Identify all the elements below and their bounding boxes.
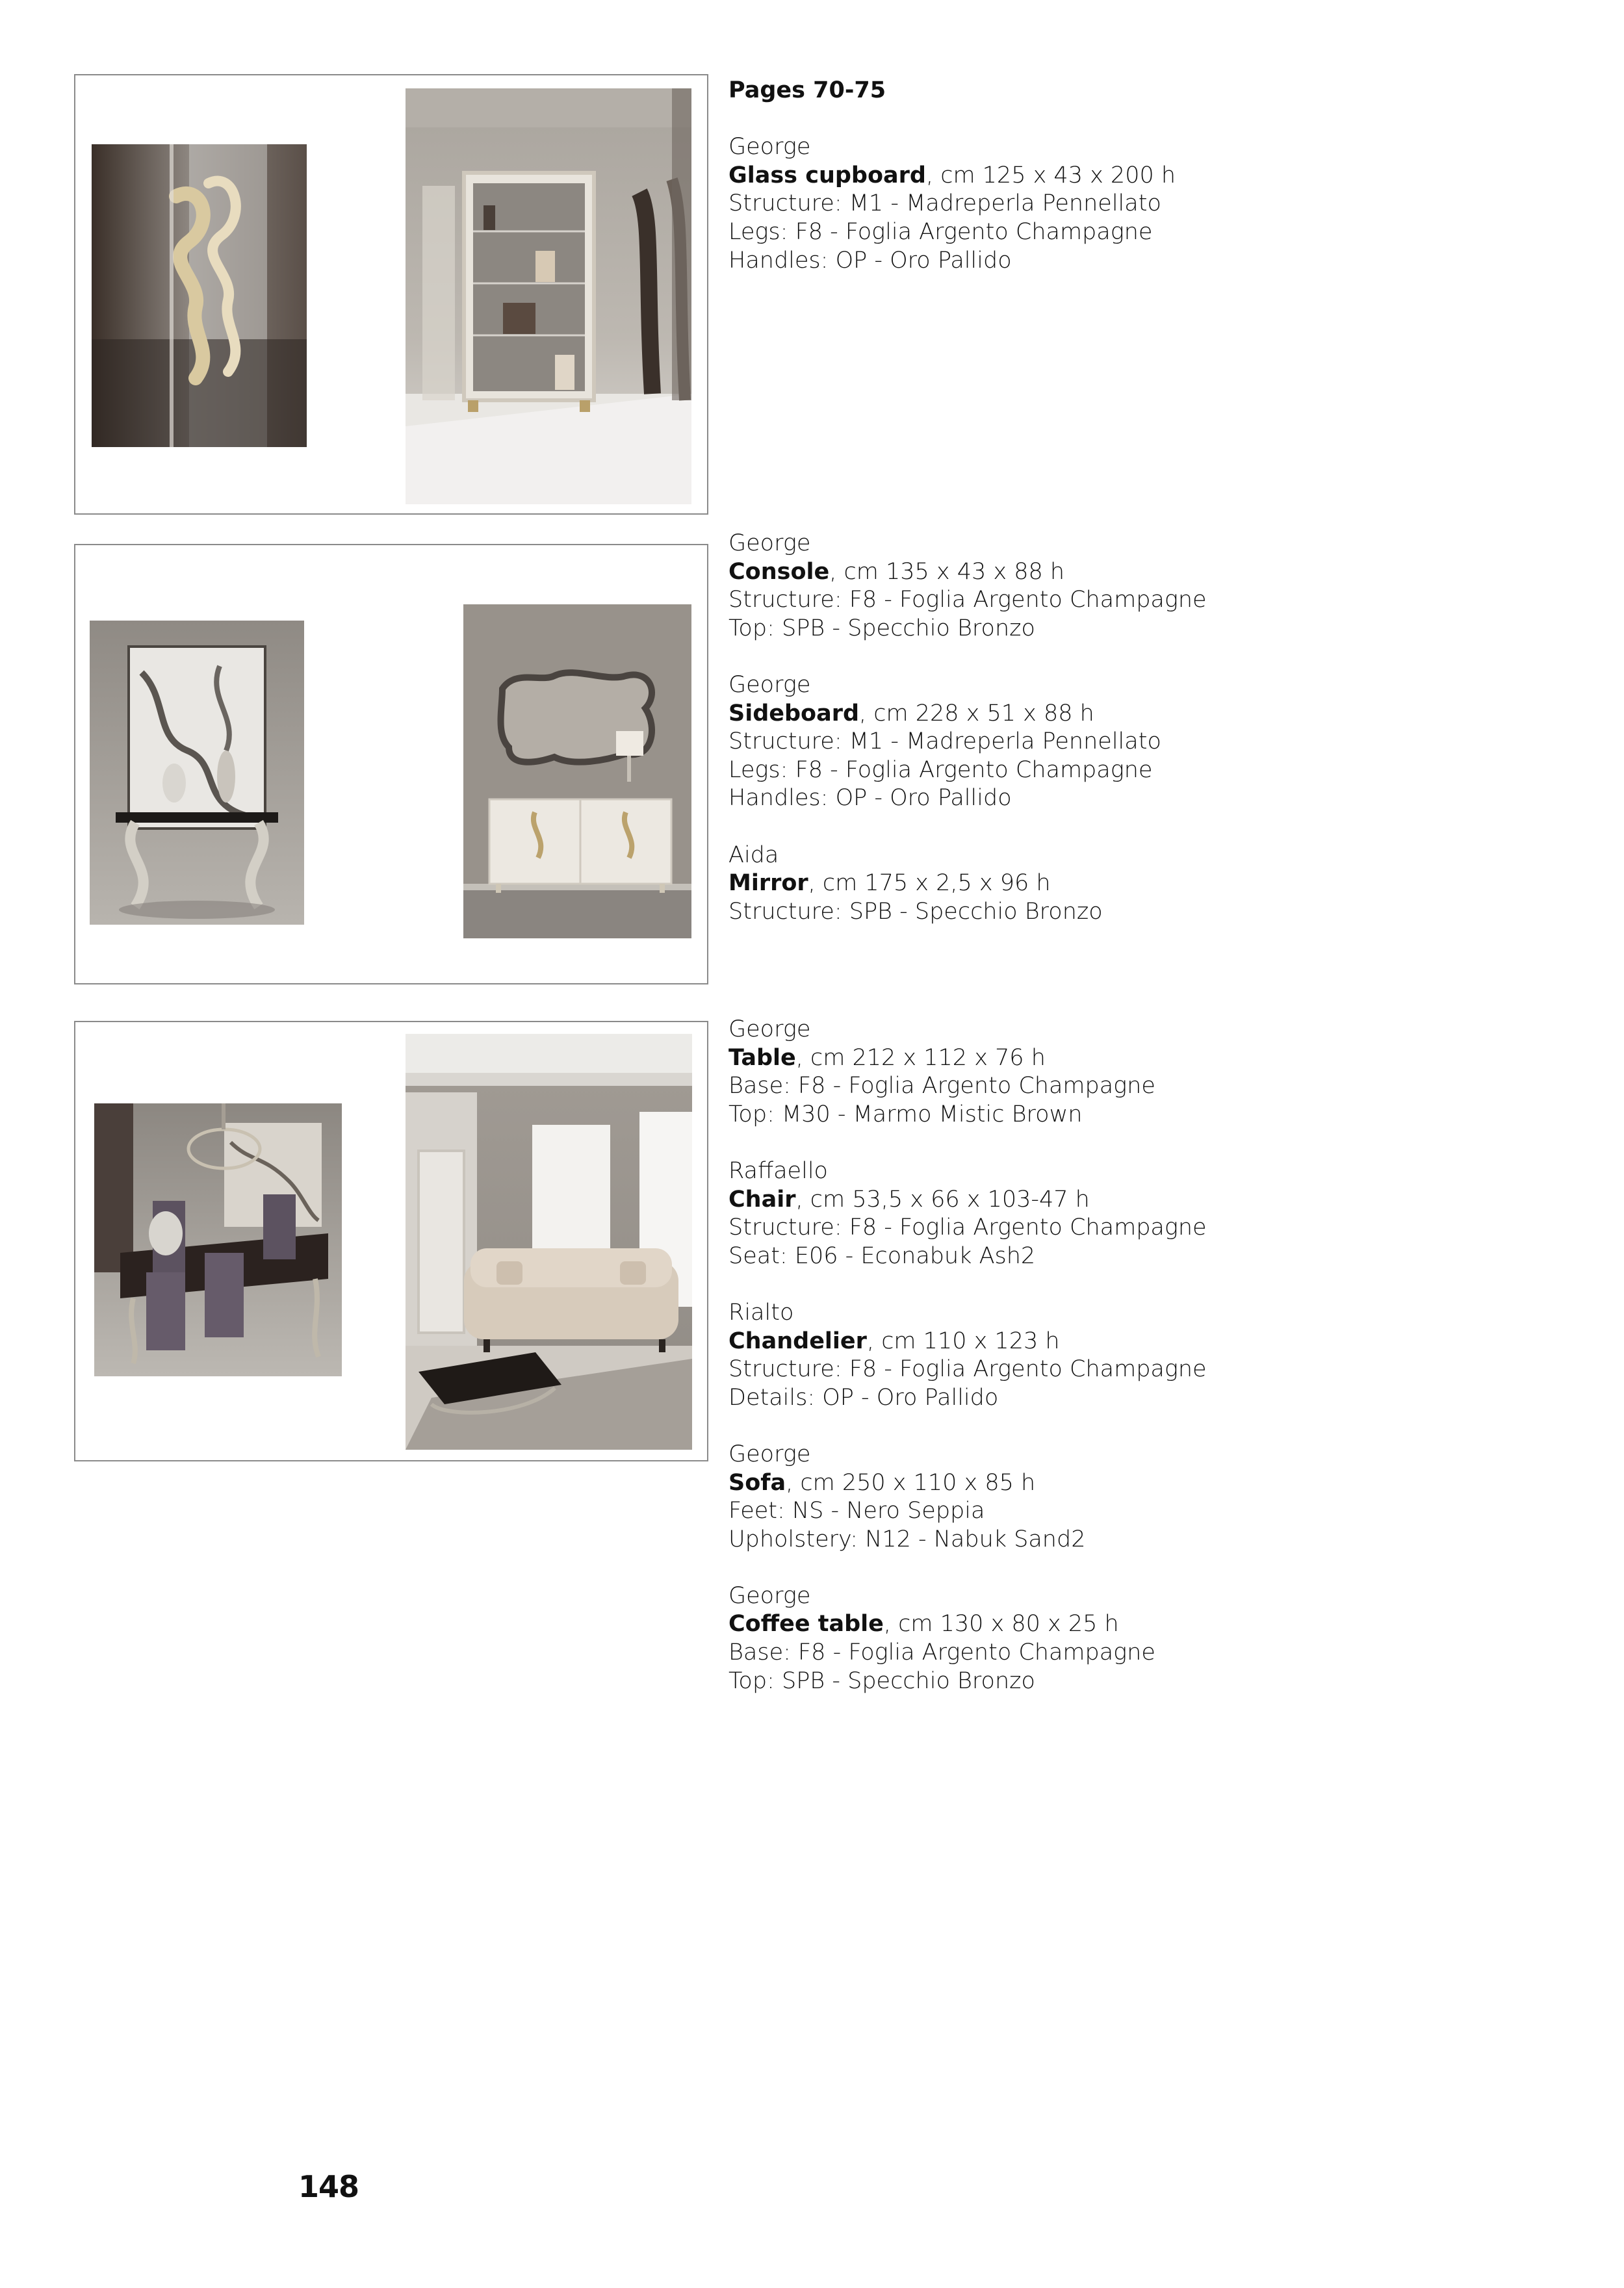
product-dimensions: , cm 212 x 112 x 76 h [795, 1044, 1046, 1071]
product-dimensions: , cm 175 x 2,5 x 96 h [808, 870, 1051, 897]
product-dimensions: , cm 130 x 80 x 25 h [883, 1611, 1119, 1638]
glass-cupboard-room-photo [406, 88, 691, 504]
product-name: Table [728, 1044, 796, 1071]
product-name: Chandelier [728, 1328, 867, 1354]
product-spec: Structure: F8 - Foglia Argento Champagne [728, 587, 1207, 613]
console-photo [90, 621, 304, 925]
product-info-dining-living [728, 1016, 1573, 1695]
collection-name: Aida [728, 842, 779, 868]
product-title [728, 558, 1573, 587]
product-spec: Handles: OP - Oro Pallido [728, 247, 1012, 274]
product-name: Sofa [728, 1469, 786, 1496]
product-dimensions: , cm 53,5 x 66 x 103-47 h [795, 1186, 1090, 1213]
page-number: 148 [298, 2169, 359, 2204]
dining-room-photo [94, 1103, 342, 1376]
product-spec: Seat: E06 - Econabuk Ash2 [728, 1242, 1036, 1269]
product-spec: Feet: NS - Nero Seppia [728, 1498, 985, 1524]
product-title [728, 1044, 1573, 1073]
product-title [728, 1328, 1573, 1356]
product-name: Chair [728, 1186, 796, 1213]
product-title [728, 1469, 1573, 1498]
collection-name: George [728, 1582, 811, 1609]
product-name: Sideboard [728, 700, 860, 726]
collection-name: George [728, 530, 811, 556]
product-spec: Structure: M1 - Madreperla Pennellato [728, 728, 1161, 755]
product-spec: Legs: F8 - Foglia Argento Champagne [728, 756, 1153, 783]
product-spec: Top: M30 - Marmo Mistic Brown [728, 1101, 1083, 1127]
collection-name: Rialto [728, 1299, 794, 1326]
collection-name: George [728, 671, 811, 698]
product-dimensions: , cm 125 x 43 x 200 h [925, 162, 1176, 188]
product-spec: Structure: M1 - Madreperla Pennellato [728, 190, 1161, 217]
product-info-console-sideboard-mirror [728, 530, 1573, 926]
product-title [728, 1186, 1573, 1215]
product-spec: Top: SPB - Specchio Bronzo [728, 615, 1035, 641]
product-spec: Structure: F8 - Foglia Argento Champagne [728, 1356, 1207, 1383]
product-dimensions: , cm 135 x 43 x 88 h [829, 558, 1065, 585]
collection-name: George [728, 134, 811, 161]
product-title [728, 1610, 1573, 1639]
product-dimensions: , cm 110 x 123 h [866, 1328, 1060, 1354]
glass-cupboard-handle-detail-photo [92, 144, 307, 447]
collection-name: George [728, 1016, 811, 1042]
product-frame-console-sideboard [74, 544, 708, 984]
collection-name: George [728, 1441, 811, 1467]
product-spec: Base: F8 - Foglia Argento Champagne [728, 1639, 1155, 1666]
product-spec: Legs: F8 - Foglia Argento Champagne [728, 218, 1153, 245]
product-spec: Structure: SPB - Specchio Bronzo [728, 898, 1103, 925]
product-spec: Handles: OP - Oro Pallido [728, 785, 1012, 812]
product-info-glass-cupboard [728, 77, 1573, 275]
collection-name: Raffaello [728, 1157, 828, 1184]
product-name: Glass cupboard [728, 162, 926, 188]
product-dimensions: , cm 228 x 51 x 88 h [859, 700, 1094, 726]
product-title [728, 700, 1573, 728]
product-spec: Details: OP - Oro Pallido [728, 1384, 999, 1411]
product-dimensions: , cm 250 x 110 x 85 h [786, 1469, 1036, 1496]
product-frame-glass-cupboard [74, 74, 708, 515]
product-name: Coffee table [728, 1611, 884, 1638]
product-name: Mirror [728, 870, 808, 897]
product-name: Console [728, 558, 830, 585]
product-spec: Top: SPB - Specchio Bronzo [728, 1667, 1035, 1694]
sideboard-mirror-photo [463, 604, 691, 938]
product-frame-dining-living [74, 1021, 708, 1461]
section-header: Pages 70-75 [728, 77, 886, 103]
product-spec: Upholstery: N12 - Nabuk Sand2 [728, 1526, 1086, 1552]
product-spec: Structure: F8 - Foglia Argento Champagne [728, 1215, 1207, 1241]
product-title [728, 869, 1573, 898]
product-title [728, 162, 1573, 190]
product-spec: Base: F8 - Foglia Argento Champagne [728, 1073, 1155, 1099]
living-room-sofa-photo [406, 1034, 692, 1450]
